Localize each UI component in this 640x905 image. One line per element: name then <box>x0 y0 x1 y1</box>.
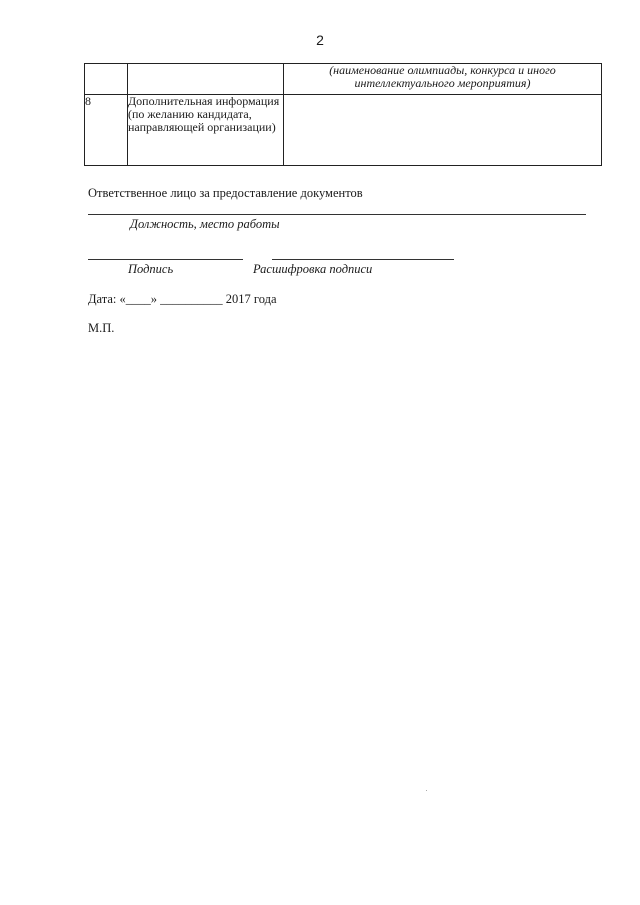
form-table <box>84 63 602 166</box>
scan-speck <box>426 790 427 791</box>
table-row <box>85 95 602 166</box>
additional-info-value <box>284 95 602 166</box>
signature-caption: Подпись <box>128 262 174 276</box>
row-number: 8 <box>85 95 128 166</box>
additional-info-label: Дополнительная информация (по желанию кандидата, направляющей организации) <box>128 95 284 166</box>
responsible-heading: Ответственное лицо за предоставление документов <box>88 186 363 200</box>
decoding-underline <box>272 259 454 260</box>
position-caption: Должность, место работы <box>130 217 280 231</box>
date-line: Дата: «____» __________ 2017 года <box>88 292 277 306</box>
position-underline <box>88 214 586 215</box>
olympiad-caption: (наименование олимпиады, конкурса и иного интеллектуального мероприятия) <box>284 64 602 95</box>
decoding-caption: Расшифровка подписи <box>253 262 373 276</box>
table-row <box>85 64 602 95</box>
page-number: 2 <box>316 32 324 48</box>
number-cell <box>85 64 128 95</box>
seal-mark: М.П. <box>88 321 115 335</box>
label-cell <box>128 64 284 95</box>
signature-underline <box>88 259 243 260</box>
